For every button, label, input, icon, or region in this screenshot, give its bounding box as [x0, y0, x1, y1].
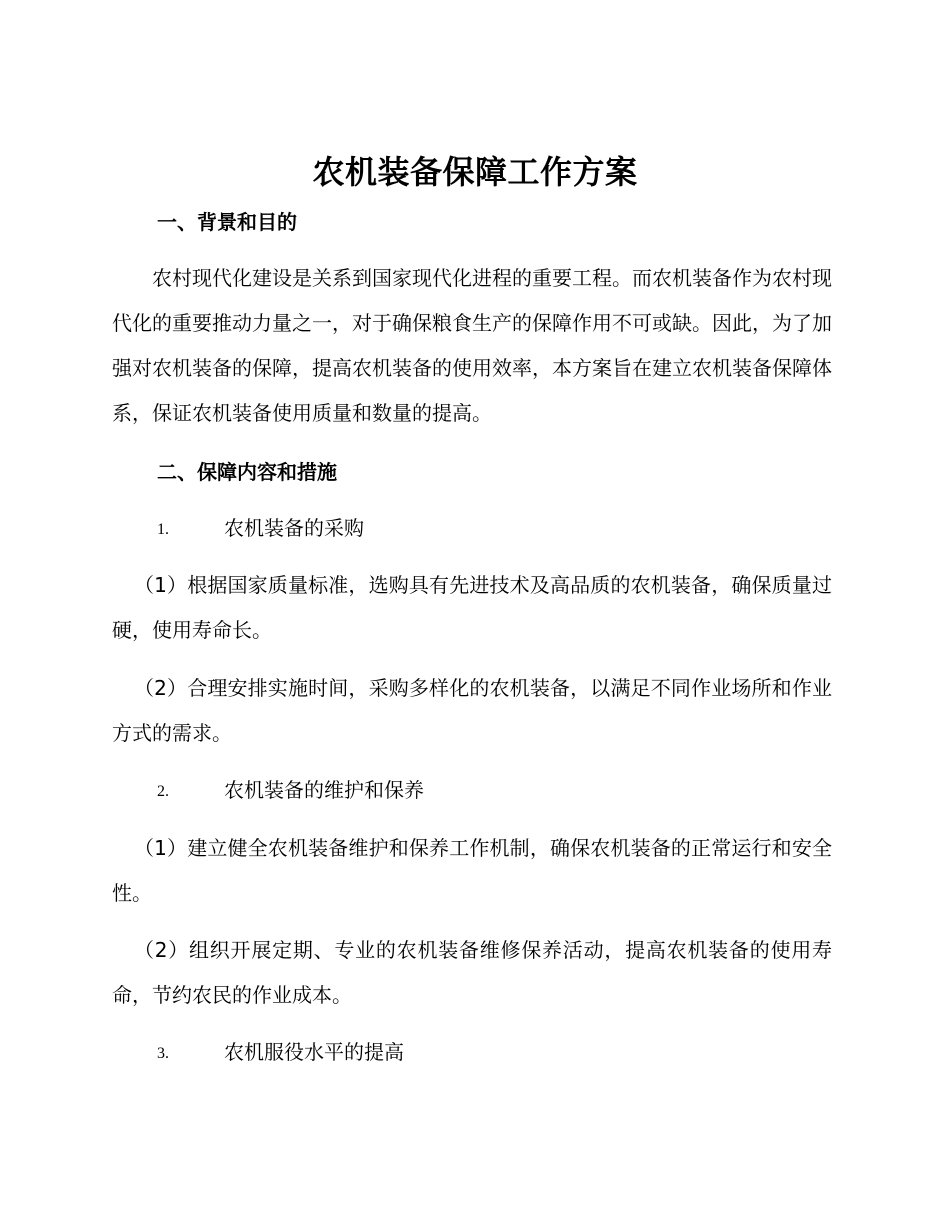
- item-number-3: 3.: [157, 1045, 169, 1062]
- procurement-point-1: （1）根据国家质量标准，选购具有先进技术及高品质的农机装备，确保质量过硬，使用寿命长。: [112, 573, 832, 642]
- procurement-point-2: （2）合理安排实施时间，采购多样化的农机装备，以满足不同作业场所和作业方式的需求。: [112, 676, 832, 745]
- maintenance-point-1: （1）建立健全农机装备维护和保养工作机制，确保农机装备的正常运行和安全性。: [112, 836, 832, 905]
- item-title-maintenance: 农机装备的维护和保养: [224, 778, 424, 802]
- item-number-2: 2.: [157, 783, 169, 800]
- section-heading-measures: 二、保障内容和措施: [157, 460, 337, 484]
- item-number-1: 1.: [157, 521, 169, 538]
- item-title-service-level: 农机服役水平的提高: [224, 1040, 404, 1064]
- document-title: 农机装备保障工作方案: [312, 153, 638, 191]
- maintenance-point-2: （2）组织开展定期、专业的农机装备维修保养活动，提高农机装备的使用寿命，节约农民的作业成本。: [112, 938, 832, 1007]
- background-paragraph: 农村现代化建设是关系到国家现代化进程的重要工程。而农机装备作为农村现代化的重要推动力量之一，对于确保粮食生产的保障作用不可或缺。因此，为了加强对农机装备的保障，提高农机装备的使用效率，本方案旨在建立农机装备保障体系，保证农机装备使用质量和数量的提高。: [112, 266, 832, 425]
- item-title-procurement: 农机装备的采购: [224, 516, 364, 540]
- section-heading-background: 一、背景和目的: [157, 210, 297, 234]
